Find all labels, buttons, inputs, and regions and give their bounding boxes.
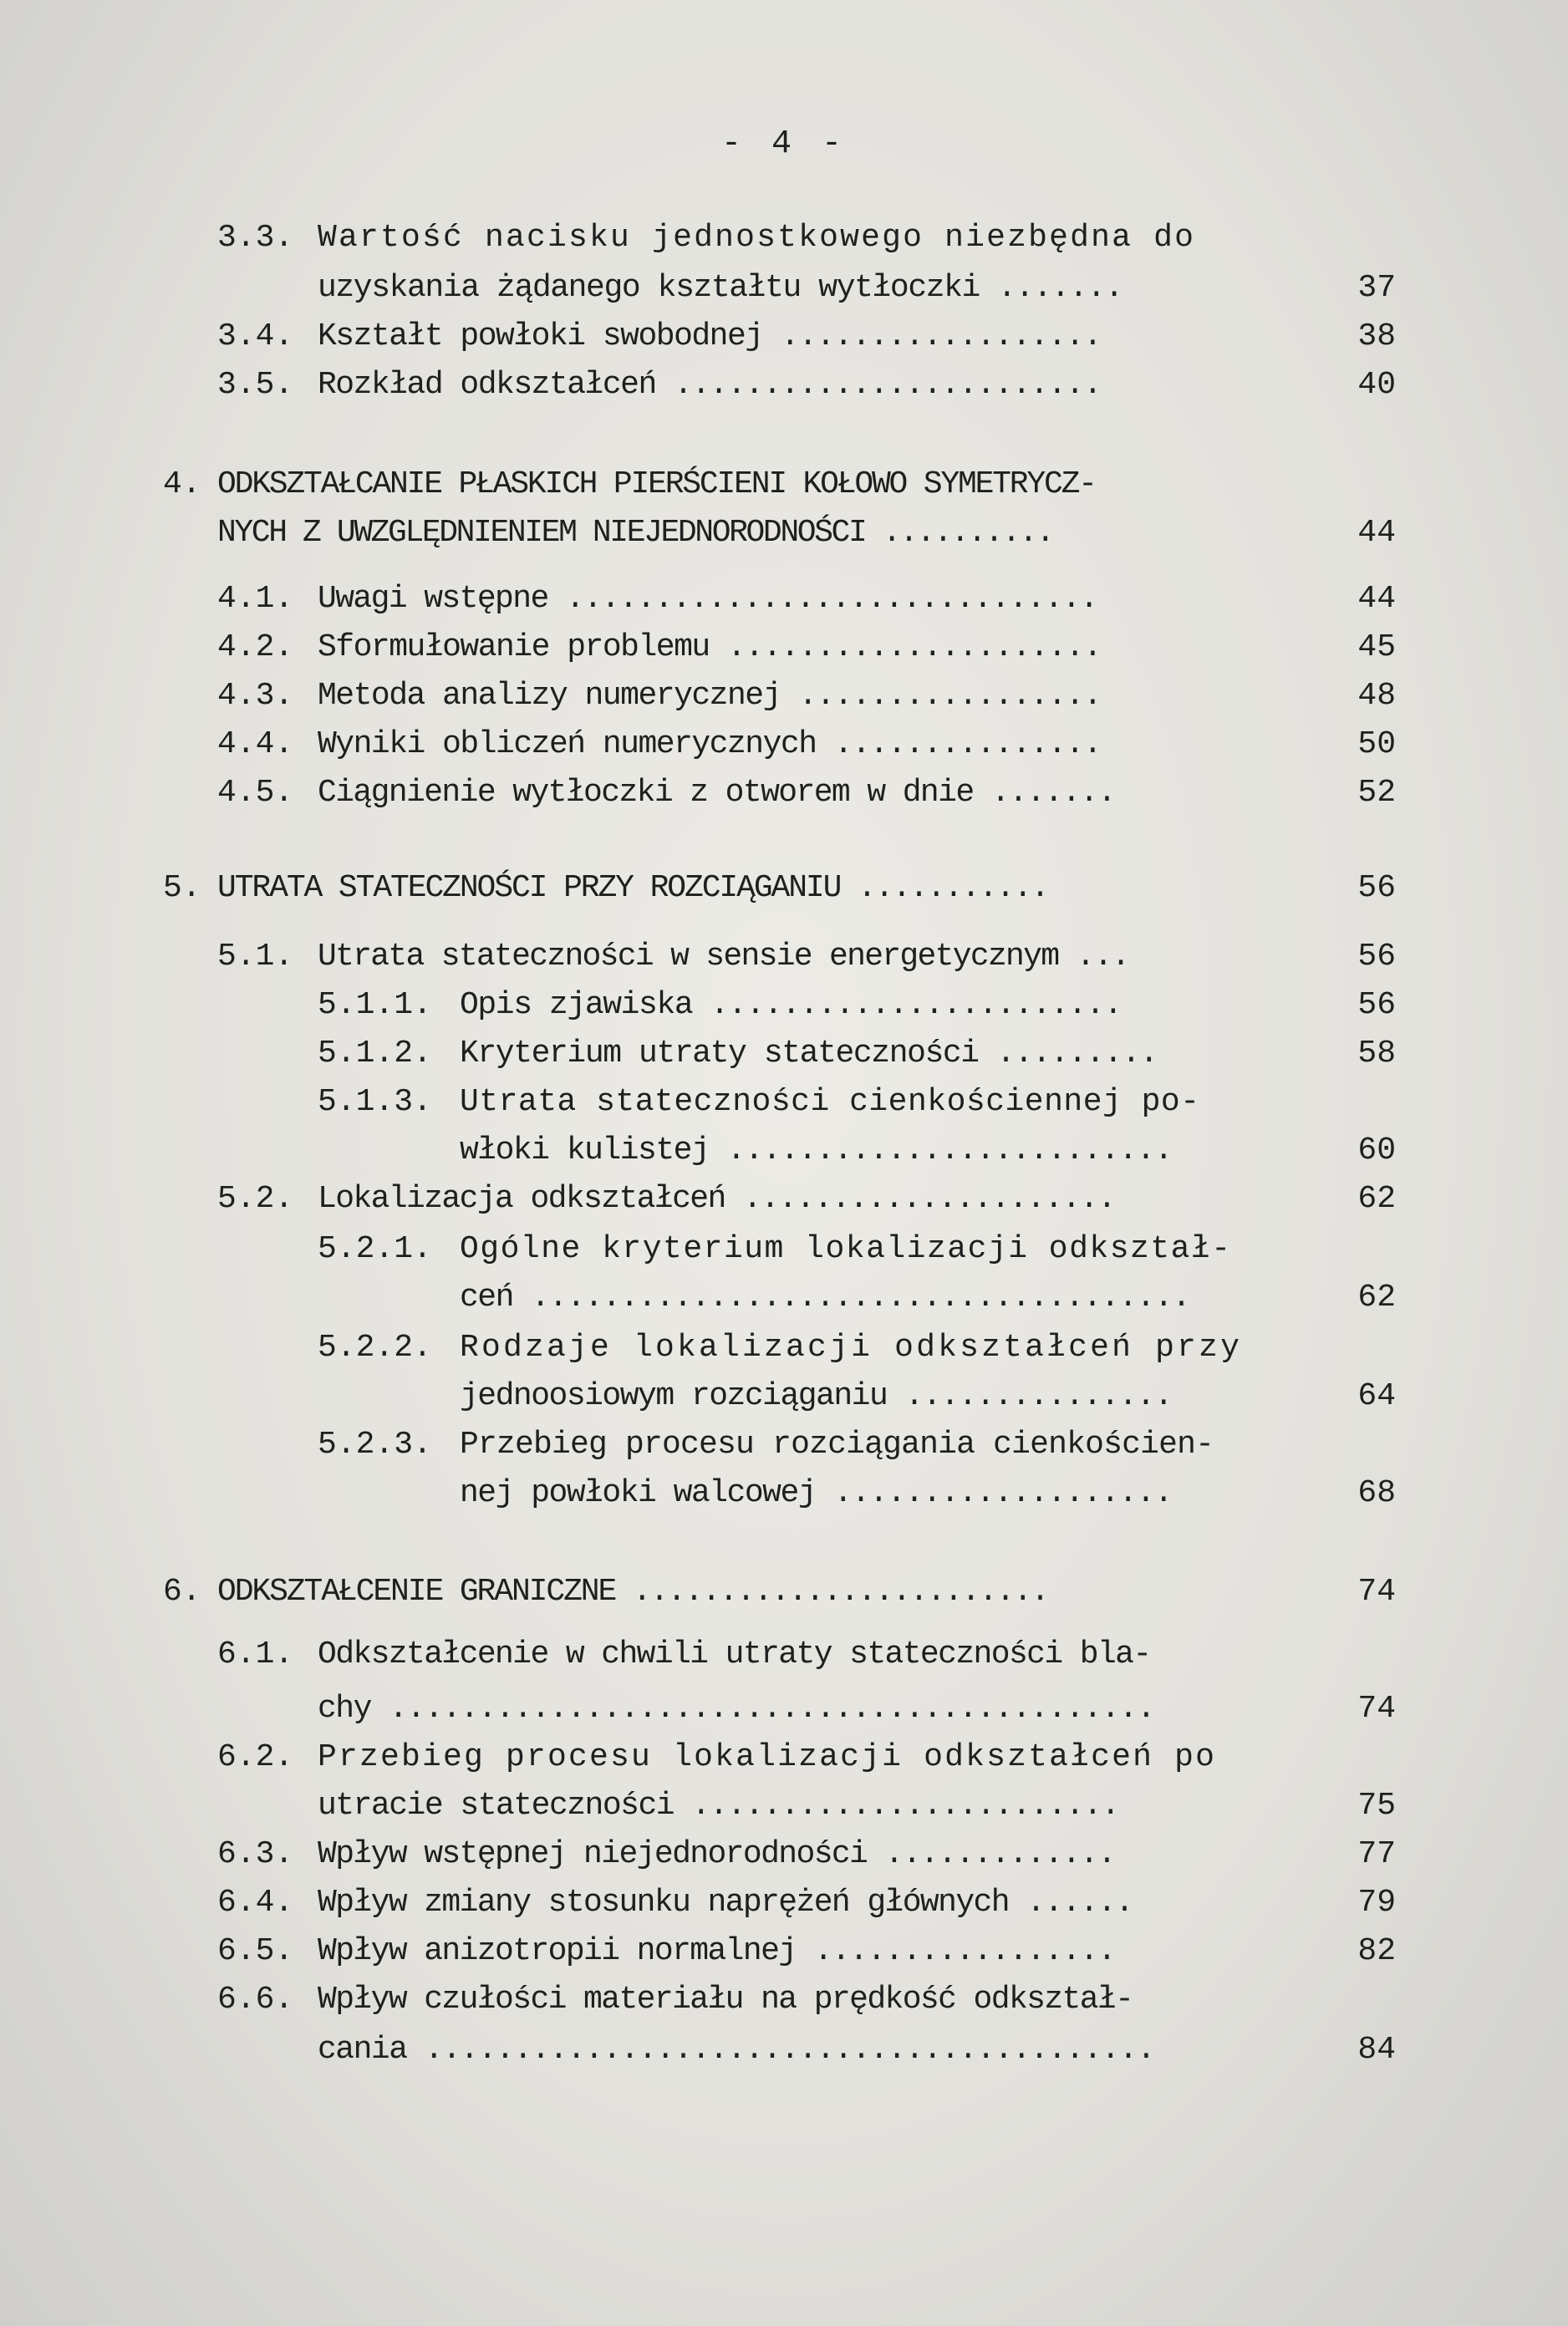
toc-entry-title: Uwagi wstępne .............................. <box>318 581 1097 617</box>
toc-entry <box>217 512 1396 554</box>
toc-entry-title: jednoosiowym rozciąganiu ............... <box>460 1378 1173 1414</box>
toc-entry-title: chy ........................................... <box>318 1691 1155 1727</box>
toc-entry <box>318 2029 1396 2071</box>
toc-entry-page: 56 <box>1357 987 1396 1023</box>
toc-entry-title: Wpływ wstępnej niejednorodności ............. <box>318 1836 1116 1872</box>
toc-entry-page: 74 <box>1357 1574 1396 1610</box>
toc-entry-title: Wartość nacisku jednostkowego niezbędna do <box>318 220 1196 256</box>
toc-entry-page: 52 <box>1357 775 1396 811</box>
toc-entry <box>217 1634 1396 1676</box>
toc-entry <box>217 675 1396 717</box>
toc-entry-title: ODKSZTAŁCENIE GRANICZNE ........................ <box>217 1574 1048 1610</box>
toc-entry-title: Rozkład odkształceń ........................ <box>318 367 1102 403</box>
toc-entry <box>217 364 1396 406</box>
toc-entry <box>318 1688 1396 1730</box>
toc-entry-number: 5.2. <box>217 1181 294 1217</box>
toc-entry-number: 6.6. <box>217 1982 294 2018</box>
toc-entry-title: Utrata stateczności w sensie energetycznym ... <box>318 939 1129 975</box>
toc-entry <box>217 1931 1396 1972</box>
toc-entry <box>217 217 1396 259</box>
toc-entry <box>318 1327 1396 1369</box>
toc-entry-title: ODKSZTAŁCANIE PŁASKICH PIERŚCIENI KOŁOWO SYMETRYCZ- <box>217 466 1096 502</box>
toc-entry-page: 64 <box>1357 1378 1396 1414</box>
toc-entry <box>217 1737 1396 1779</box>
toc-entry-number: 4.1. <box>217 581 294 617</box>
page-number: - 4 - <box>720 125 848 163</box>
toc-entry-page: 50 <box>1357 726 1396 762</box>
toc-entry-title: Kształt powłoki swobodnej .................. <box>318 318 1102 354</box>
toc-entry-number: 6. <box>163 1574 201 1610</box>
toc-entry-title: ceń ..................................... <box>460 1280 1190 1316</box>
toc-entry-title: włoki kulistej ......................... <box>460 1132 1173 1168</box>
toc-entry-title: nej powłoki walcowej ................... <box>460 1475 1173 1511</box>
toc-entry-number: 3.5. <box>217 367 294 403</box>
toc-entry-title: Wpływ anizotropii normalnej ................. <box>318 1933 1116 1969</box>
toc-entry <box>163 1571 1396 1613</box>
toc-entry-page: 75 <box>1357 1788 1396 1824</box>
toc-entry-number: 5.1. <box>217 939 294 975</box>
toc-entry <box>318 1082 1396 1123</box>
toc-entry-title: Ogólne kryterium lokalizacji odkształ- <box>460 1231 1232 1267</box>
toc-entry <box>318 267 1396 309</box>
toc-entry <box>318 985 1396 1026</box>
toc-entry <box>318 1424 1396 1466</box>
toc-entry-title: Kryterium utraty stateczności ......... <box>460 1036 1158 1071</box>
toc-entry-page: 79 <box>1357 1885 1396 1921</box>
toc-entry-number: 5.1.2. <box>318 1036 432 1071</box>
toc-entry-page: 37 <box>1357 270 1396 306</box>
toc-entry-page: 62 <box>1357 1280 1396 1316</box>
toc-entry-page: 62 <box>1357 1181 1396 1217</box>
toc-entry-title: utracie stateczności ........................ <box>318 1788 1119 1824</box>
toc-entry-page: 44 <box>1357 515 1396 551</box>
toc-entry <box>217 1979 1396 2021</box>
toc-entry <box>217 627 1396 669</box>
toc-entry-title: uzyskania żądanego kształtu wytłoczki ....... <box>318 270 1123 306</box>
toc-entry-number: 6.4. <box>217 1885 294 1921</box>
toc-entry-number: 5.2.1. <box>318 1231 432 1267</box>
toc-entry-number: 4. <box>163 466 201 502</box>
toc-entry <box>217 1834 1396 1876</box>
toc-entry <box>318 1785 1396 1827</box>
toc-entry <box>460 1376 1396 1417</box>
toc-entry-page: 48 <box>1357 678 1396 714</box>
toc-entry-title: Sformułowanie problemu ..................... <box>318 629 1102 665</box>
toc-entry-title: Opis zjawiska ....................... <box>460 987 1122 1023</box>
toc-entry-page: 82 <box>1357 1933 1396 1969</box>
toc-entry <box>318 1033 1396 1075</box>
toc-entry-number: 4.3. <box>217 678 294 714</box>
toc-entry-page: 44 <box>1357 581 1396 617</box>
toc-entry-title: Wpływ czułości materiału na prędkość odkształ- <box>318 1982 1133 2018</box>
toc-entry-page: 40 <box>1357 367 1396 403</box>
toc-entry-page: 45 <box>1357 629 1396 665</box>
toc-entry-page: 56 <box>1357 870 1396 906</box>
toc-entry-number: 6.3. <box>217 1836 294 1872</box>
toc-entry-number: 5.2.2. <box>318 1330 432 1366</box>
toc-entry-title: cania ......................................... <box>318 2032 1155 2068</box>
toc-entry-title: NYCH Z UWZGLĘDNIENIEM NIEJEDNORODNOŚCI .......... <box>217 515 1053 551</box>
toc-entry-title: UTRATA STATECZNOŚCI PRZY ROZCIĄGANIU ........... <box>217 870 1048 906</box>
toc-entry-title: Ciągnienie wytłoczki z otworem w dnie ....... <box>318 775 1116 811</box>
toc-entry-number: 3.4. <box>217 318 294 354</box>
toc-entry <box>217 724 1396 766</box>
toc-entry-number: 5. <box>163 870 201 906</box>
toc-entry <box>217 1178 1396 1220</box>
toc-entry-page: 84 <box>1357 2032 1396 2068</box>
toc-entry <box>163 464 1396 506</box>
toc-entry-number: 6.5. <box>217 1933 294 1969</box>
toc-entry-title: Przebieg procesu lokalizacji odkształceń po <box>318 1739 1217 1775</box>
toc-entry-page: 58 <box>1357 1036 1396 1071</box>
toc-entry-title: Przebieg procesu rozciągania cienkościen- <box>460 1427 1214 1463</box>
toc-entry-page: 60 <box>1357 1132 1396 1168</box>
toc-entry-title: Odkształcenie w chwili utraty stateczności bla- <box>318 1636 1151 1672</box>
toc-entry <box>460 1130 1396 1172</box>
toc-entry <box>217 1882 1396 1924</box>
toc-entry-number: 4.4. <box>217 726 294 762</box>
toc-entry-page: 74 <box>1357 1691 1396 1727</box>
toc-entry-number: 6.2. <box>217 1739 294 1775</box>
toc-entry <box>460 1473 1396 1514</box>
toc-entry-number: 5.2.3. <box>318 1427 432 1463</box>
toc-entry-title: Wyniki obliczeń numerycznych ............... <box>318 726 1102 762</box>
toc-entry-page: 68 <box>1357 1475 1396 1511</box>
toc-entry <box>460 1277 1396 1319</box>
toc-entry-title: Metoda analizy numerycznej ................. <box>318 678 1102 714</box>
toc-entry-number: 3.3. <box>217 220 294 256</box>
toc-entry-title: Rodzaje lokalizacji odkształceń przy <box>460 1330 1243 1366</box>
toc-entry <box>163 868 1396 909</box>
toc-entry-number: 4.2. <box>217 629 294 665</box>
toc-entry <box>217 578 1396 620</box>
toc-entry-page: 56 <box>1357 939 1396 975</box>
toc-entry-number: 4.5. <box>217 775 294 811</box>
toc-entry-number: 5.1.3. <box>318 1084 432 1120</box>
toc-entry-title: Utrata stateczności cienkościennej po- <box>460 1084 1200 1120</box>
toc-entry-page: 77 <box>1357 1836 1396 1872</box>
toc-entry-number: 6.1. <box>217 1636 294 1672</box>
toc-entry <box>217 936 1396 978</box>
toc-entry-title: Lokalizacja odkształceń ..................... <box>318 1181 1116 1217</box>
toc-entry-number: 5.1.1. <box>318 987 432 1023</box>
toc-entry <box>318 1229 1396 1270</box>
toc-entry-page: 38 <box>1357 318 1396 354</box>
toc-entry-title: Wpływ zmiany stosunku naprężeń głównych ...... <box>318 1885 1133 1921</box>
toc-entry <box>217 316 1396 358</box>
toc-entry <box>217 772 1396 814</box>
